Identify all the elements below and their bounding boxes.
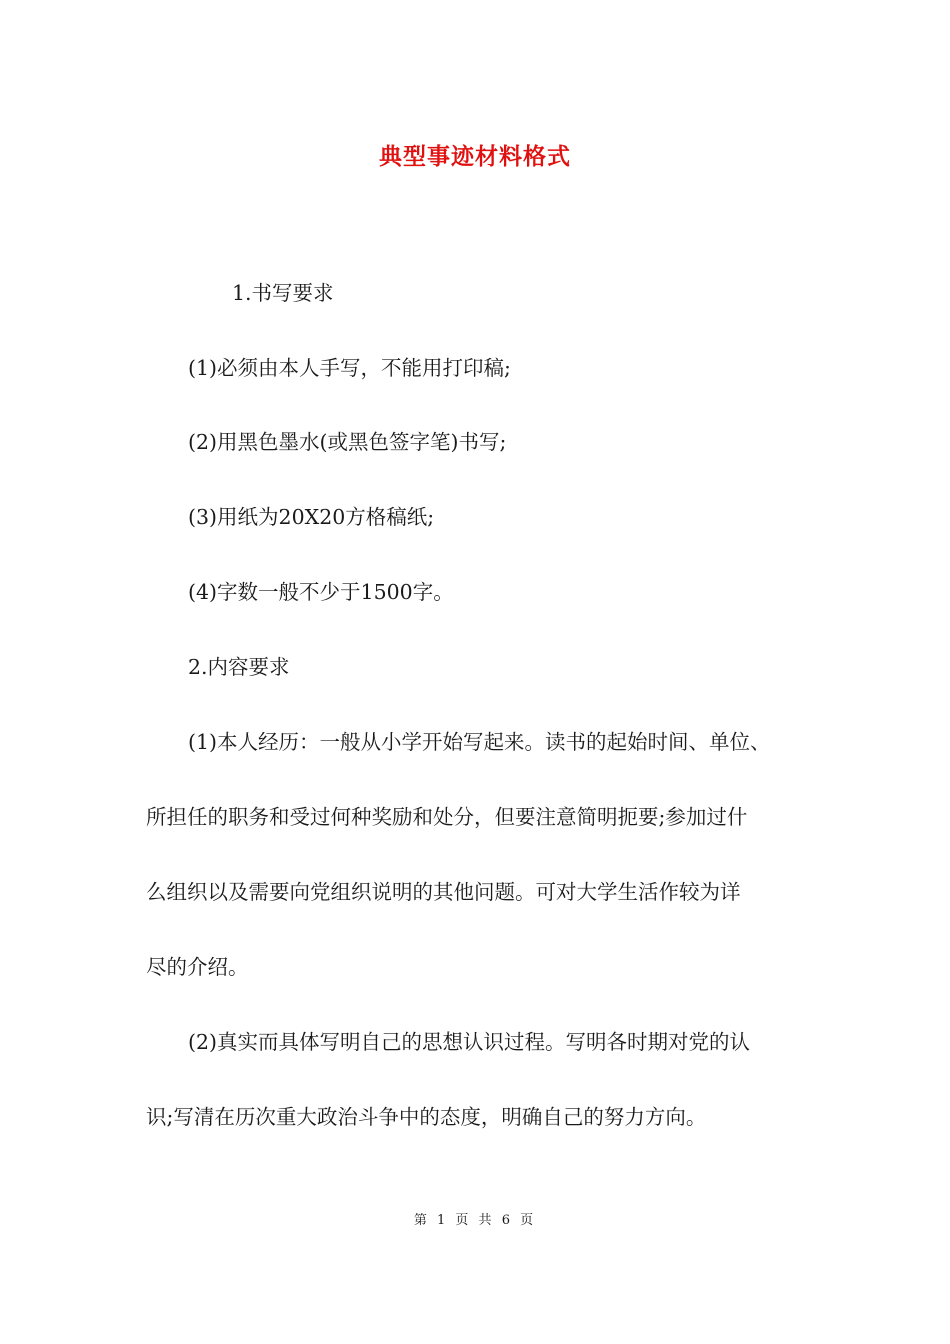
content-paragraph-2-line-2: 识;写清在历次重大政治斗争中的态度，明确自己的努力方向。 (146, 1105, 707, 1129)
requirement-item-2: (2)用黑色墨水(或黑色签字笔)书写; (188, 430, 507, 454)
requirement-item-4: (4)字数一般不少于1500字。 (188, 580, 454, 604)
section-heading-writing-requirements: 1.书写要求 (232, 281, 334, 305)
requirement-item-1: (1)必须由本人手写，不能用打印稿; (188, 356, 511, 380)
requirement-item-3: (3)用纸为20X20方格稿纸; (188, 505, 435, 529)
content-paragraph-1-line-2: 所担任的职务和受过何种奖励和处分，但要注意简明扼要;参加过什 (146, 805, 748, 829)
content-paragraph-1-line-1: (1)本人经历：一般从小学开始写起来。读书的起始时间、单位、 (188, 730, 771, 754)
section-heading-content-requirements: 2.内容要求 (188, 655, 290, 679)
content-paragraph-1-line-3: 么组织以及需要向党组织说明的其他问题。可对大学生活作较为详 (146, 880, 741, 904)
content-paragraph-1-line-4: 尽的介绍。 (146, 955, 249, 979)
page-footer: 第 1 页 共 6 页 (413, 1213, 537, 1228)
content-paragraph-2-line-1: (2)真实而具体写明自己的思想认识过程。写明各时期对党的认 (188, 1030, 751, 1054)
document-title: 典型事迹材料格式 (379, 143, 571, 170)
